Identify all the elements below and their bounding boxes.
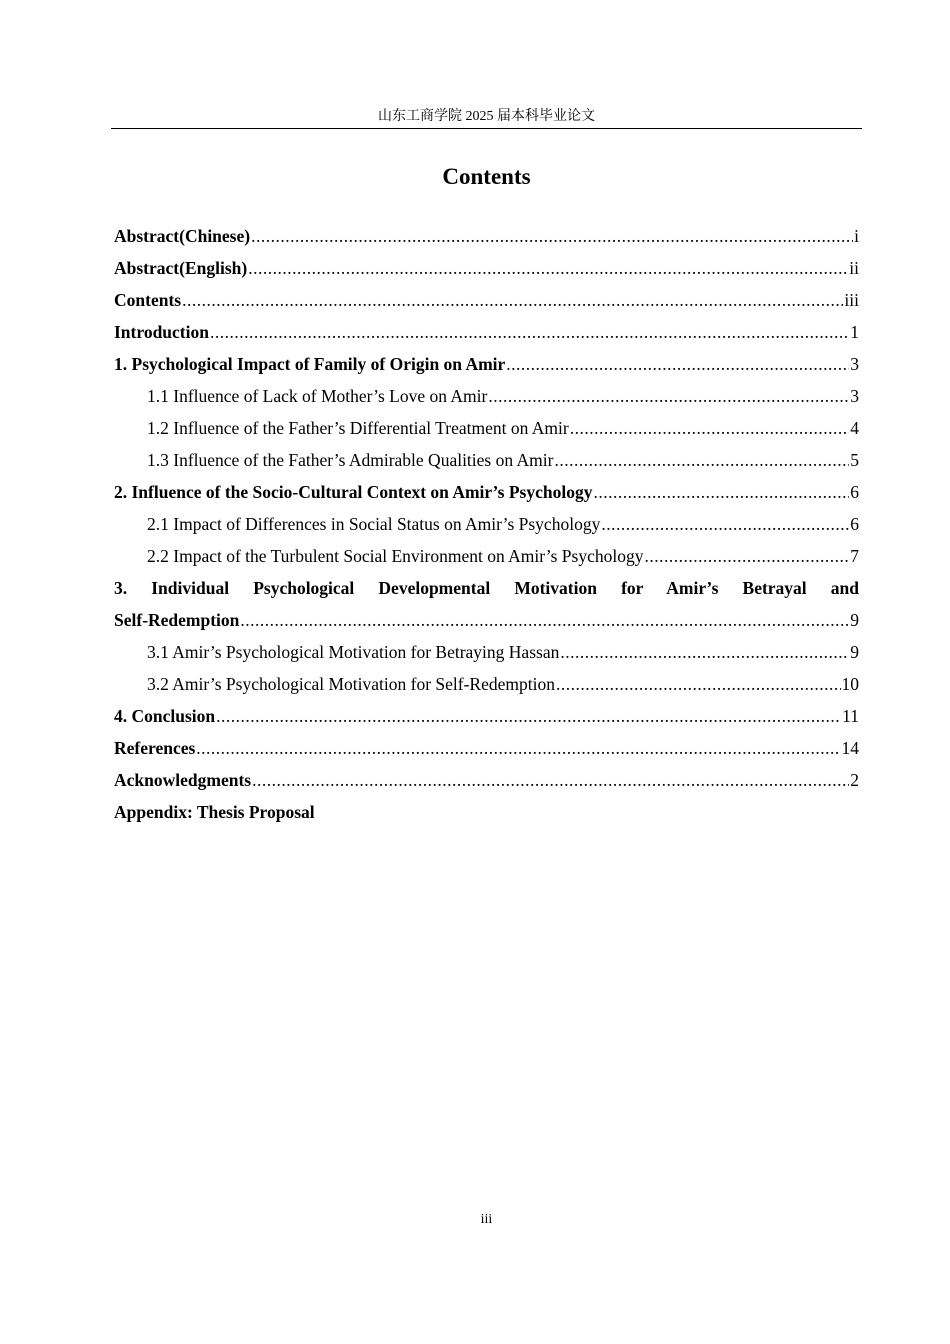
toc-entry-introduction[interactable] — [114, 316, 859, 348]
toc-entry-label: 2. Influence of the Socio-Cultural Context on Amir’s Psychology — [114, 482, 593, 502]
toc-dot-leader — [570, 412, 850, 444]
toc-dot-leader — [644, 540, 849, 572]
running-header: 山东工商学院 2025 届本科毕业论文 — [378, 109, 595, 124]
toc-entry-page: 10 — [841, 674, 859, 694]
toc-entry-conclusion[interactable] — [114, 700, 859, 732]
toc-dot-leader — [216, 700, 841, 732]
toc-entry-abstract-chinese[interactable] — [114, 220, 859, 252]
toc-entry-section-1-1[interactable] — [114, 380, 859, 412]
toc-entry-label: 3. Individual Psychological Developmental Motivation for Amir’s Betrayal and — [114, 578, 859, 598]
page-number: iii — [480, 1212, 493, 1227]
toc-entry-chapter-1[interactable] — [114, 348, 859, 380]
toc-entry-page: 11 — [842, 706, 859, 726]
toc-entry-page: 6 — [850, 514, 859, 534]
toc-entry-label: 1. Psychological Impact of Family of Origin on Amir — [114, 354, 506, 374]
toc-dot-leader — [251, 220, 853, 252]
toc-entry-label: 3.2 Amir’s Psychological Motivation for Self-Redemption — [147, 674, 555, 694]
toc-entry-page: 9 — [850, 610, 859, 630]
toc-dot-leader — [210, 316, 849, 348]
toc-entry-section-3-1[interactable] — [114, 636, 859, 668]
toc-entry-page: 9 — [850, 642, 859, 662]
toc-entry-chapter-2[interactable] — [114, 476, 859, 508]
toc-dot-leader — [248, 252, 848, 284]
table-of-contents — [114, 220, 859, 828]
page-title: Contents — [442, 164, 531, 189]
toc-entry-label: Acknowledgments — [114, 770, 252, 790]
toc-dot-leader — [593, 476, 849, 508]
toc-entry-section-2-2[interactable] — [114, 540, 859, 572]
toc-entry-section-2-1[interactable] — [114, 508, 859, 540]
toc-entry-page: i — [854, 226, 859, 246]
toc-entry-section-1-3[interactable] — [114, 444, 859, 476]
toc-entry-label: 2.2 Impact of the Turbulent Social Environment on Amir’s Psychology — [147, 546, 644, 566]
toc-entry-section-3-2[interactable] — [114, 668, 859, 700]
toc-entry-page: 4 — [850, 418, 859, 438]
header-rule — [111, 128, 862, 129]
toc-entry-abstract-english[interactable] — [114, 252, 859, 284]
toc-dot-leader — [554, 444, 849, 476]
toc-entry-label: Appendix: Thesis Proposal — [114, 802, 315, 822]
toc-entry-label: 1.1 Influence of Lack of Mother’s Love on Amir — [147, 386, 488, 406]
toc-entry-chapter-3-line-2[interactable] — [114, 604, 859, 636]
toc-entry-chapter-3-line-1[interactable] — [114, 572, 859, 604]
toc-entry-page: 3 — [850, 386, 859, 406]
toc-dot-leader — [601, 508, 849, 540]
toc-entry-label: Self-Redemption — [114, 610, 240, 630]
toc-dot-leader — [506, 348, 849, 380]
toc-entry-page: 14 — [841, 738, 859, 758]
toc-entry-page: iii — [844, 290, 859, 310]
toc-entry-acknowledgments[interactable] — [114, 764, 859, 796]
toc-entry-contents[interactable] — [114, 284, 859, 316]
toc-entry-references[interactable] — [114, 732, 859, 764]
toc-entry-page: 1 — [850, 322, 859, 342]
toc-dot-leader — [196, 732, 840, 764]
toc-entry-label: 1.2 Influence of the Father’s Differential Treatment on Amir — [147, 418, 569, 438]
toc-dot-leader — [182, 284, 843, 316]
toc-entry-section-1-2[interactable] — [114, 412, 859, 444]
toc-entry-page: 5 — [850, 450, 859, 470]
toc-dot-leader — [560, 636, 849, 668]
toc-entry-appendix[interactable] — [114, 796, 859, 828]
toc-dot-leader — [252, 764, 849, 796]
toc-entry-label: Contents — [114, 290, 182, 310]
toc-entry-label: Abstract(English) — [114, 258, 248, 278]
toc-entry-page: 3 — [850, 354, 859, 374]
toc-entry-label: References — [114, 738, 196, 758]
toc-entry-label: 4. Conclusion — [114, 706, 216, 726]
toc-dot-leader — [240, 604, 849, 636]
toc-entry-label: 1.3 Influence of the Father’s Admirable Qualities on Amir — [147, 450, 554, 470]
toc-entry-label: Abstract(Chinese) — [114, 226, 251, 246]
toc-dot-leader — [488, 380, 849, 412]
toc-entry-page: 6 — [850, 482, 859, 502]
toc-entry-page: ii — [849, 258, 859, 278]
toc-entry-label: 3.1 Amir’s Psychological Motivation for Betraying Hassan — [147, 642, 560, 662]
toc-entry-label: Introduction — [114, 322, 209, 342]
toc-entry-page: 7 — [850, 546, 859, 566]
toc-dot-leader — [556, 668, 841, 700]
toc-entry-label: 2.1 Impact of Differences in Social Status on Amir’s Psychology — [147, 514, 601, 534]
toc-entry-page: 2 — [850, 770, 859, 790]
